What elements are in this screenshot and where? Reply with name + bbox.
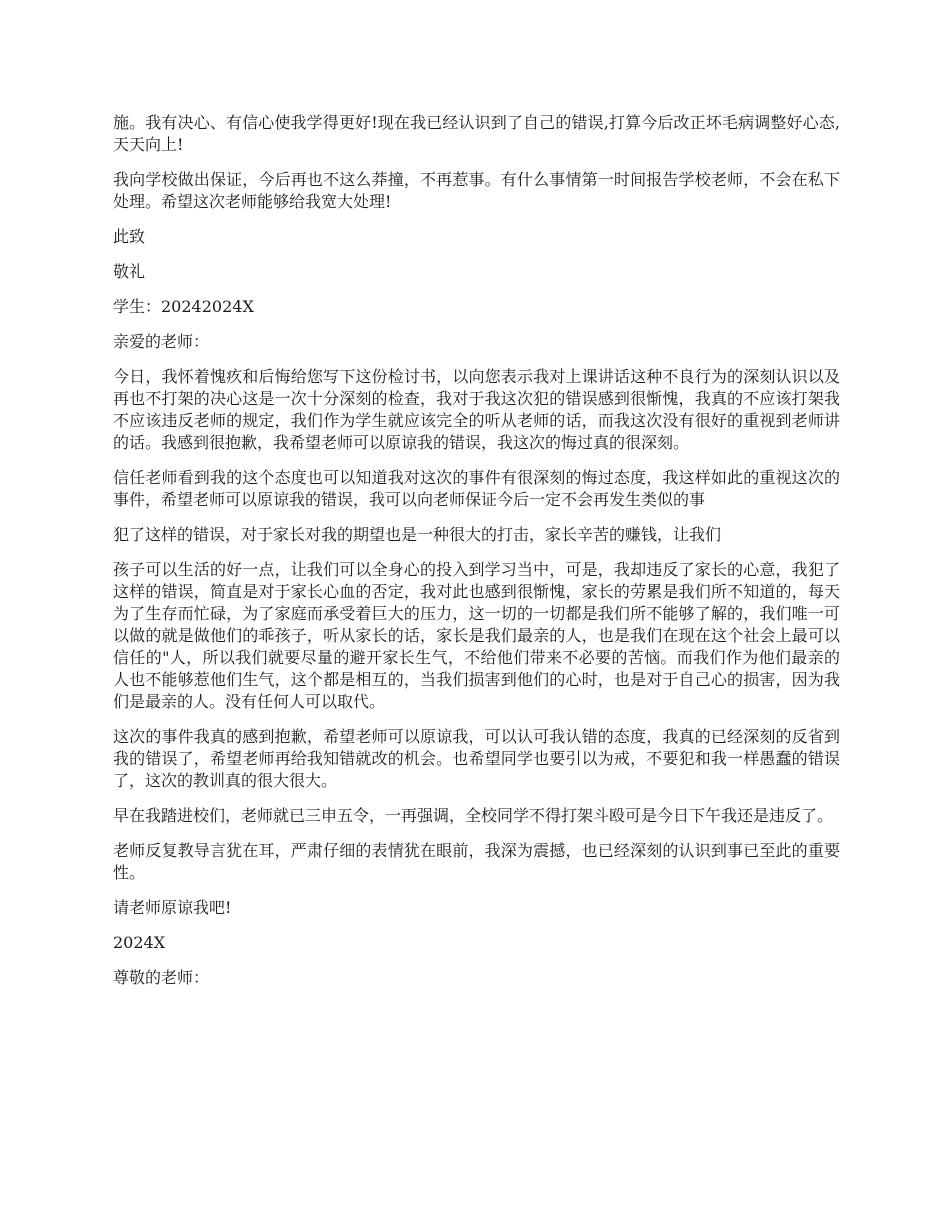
date-line: 2024X <box>113 933 166 952</box>
paragraph-parents-intro: 犯了这样的错误，对于家长对我的期望也是一种很大的打击，家长辛苦的赚钱，让我们 <box>113 525 722 544</box>
greeting-dear-teacher: 亲爱的老师： <box>113 332 210 351</box>
paragraph-guarantee: 我向学校做出保证，今后再也不这么莽撞，不再惹事。有什么事情第一时间报告学校老师，不会在私下处理。希望这次老师能够给我宽大处理! <box>113 170 840 211</box>
signature-student: 学生：20242024X <box>113 297 254 316</box>
document-page <box>113 112 840 1002</box>
paragraph-parents: 孩子可以生活的好一点，让我们可以全身心的投入到学习当中，可是，我却违反了家长的心意，我犯了这样的错误，简直是对于家长心血的否定，我对此也感到很惭愧，家长的劳累是我们所不知道的，每天为了生存而忙碌，为了家庭而承受着巨大的压力，这一切的一切都是我们所不能够了解的，我们唯一可以做的就是做他们的乖孩子，听从家长的话，家长是我们最亲的人，也是我们在现在这个社会上最可以信任的"人，所以我们就要尽量的避开家长生气，不给他们带来不必要的苦恼。而我们作为他们最亲的人也不能够惹他们生气，这个都是相互的，当我们损害到他们的心时，也是对于自己心的损害，因为我们是最亲的人。没有任何人可以取代。 <box>113 560 840 711</box>
greeting-respected-teacher: 尊敬的老师： <box>113 968 210 987</box>
paragraph-school-rules: 早在我踏进校们，老师就已三申五令，一再强调，全校同学不得打架斗殴可是今日下午我还是违反了。 <box>113 806 834 825</box>
paragraph-apology: 今日，我怀着愧疚和后悔给您写下这份检讨书，以向您表示我对上课讲话这种不良行为的深刻认识以及再也不打架的决心这是一次十分深刻的检查，我对于我这次犯的错误感到很惭愧，我真的不应该打架我不应该违反老师的规定，我们作为学生就应该完全的听从老师的话，而我这次没有很好的重视到老师讲的话。我感到很抱歉，我希望老师可以原谅我的错误，我这次的悔过真的很深刻。 <box>113 367 840 452</box>
paragraph-teaching: 老师反复教导言犹在耳，严肃仔细的表情犹在眼前，我深为震撼，也已经深刻的认识到事已至此的重要性。 <box>113 841 840 882</box>
paragraph-sorry: 这次的事件我真的感到抱歉，希望老师可以原谅我，可以认可我认错的态度，我真的已经深刻的反省到我的错误了，希望老师再给我知错就改的机会。也希望同学也要引以为戒，不要犯和我一样愚蠢的错误了，这次的教训真的很大很大。 <box>113 727 840 790</box>
closing-salutation-2: 敬礼 <box>113 262 146 281</box>
paragraph-forgive: 请老师原谅我吧! <box>113 898 232 917</box>
paragraph-resolution: 施。我有决心、有信心使我学得更好!现在我已经认识到了自己的错误,打算今后改正坏毛病调整好心态,天天向上! <box>113 113 840 154</box>
closing-salutation-1: 此致 <box>113 227 146 246</box>
paragraph-trust: 信任老师看到我的这个态度也可以知道我对这次的事件有很深刻的悔过态度，我这样如此的重视这次的事件，希望老师可以原谅我的错误，我可以向老师保证今后一定不会再发生类似的事 <box>113 468 840 509</box>
